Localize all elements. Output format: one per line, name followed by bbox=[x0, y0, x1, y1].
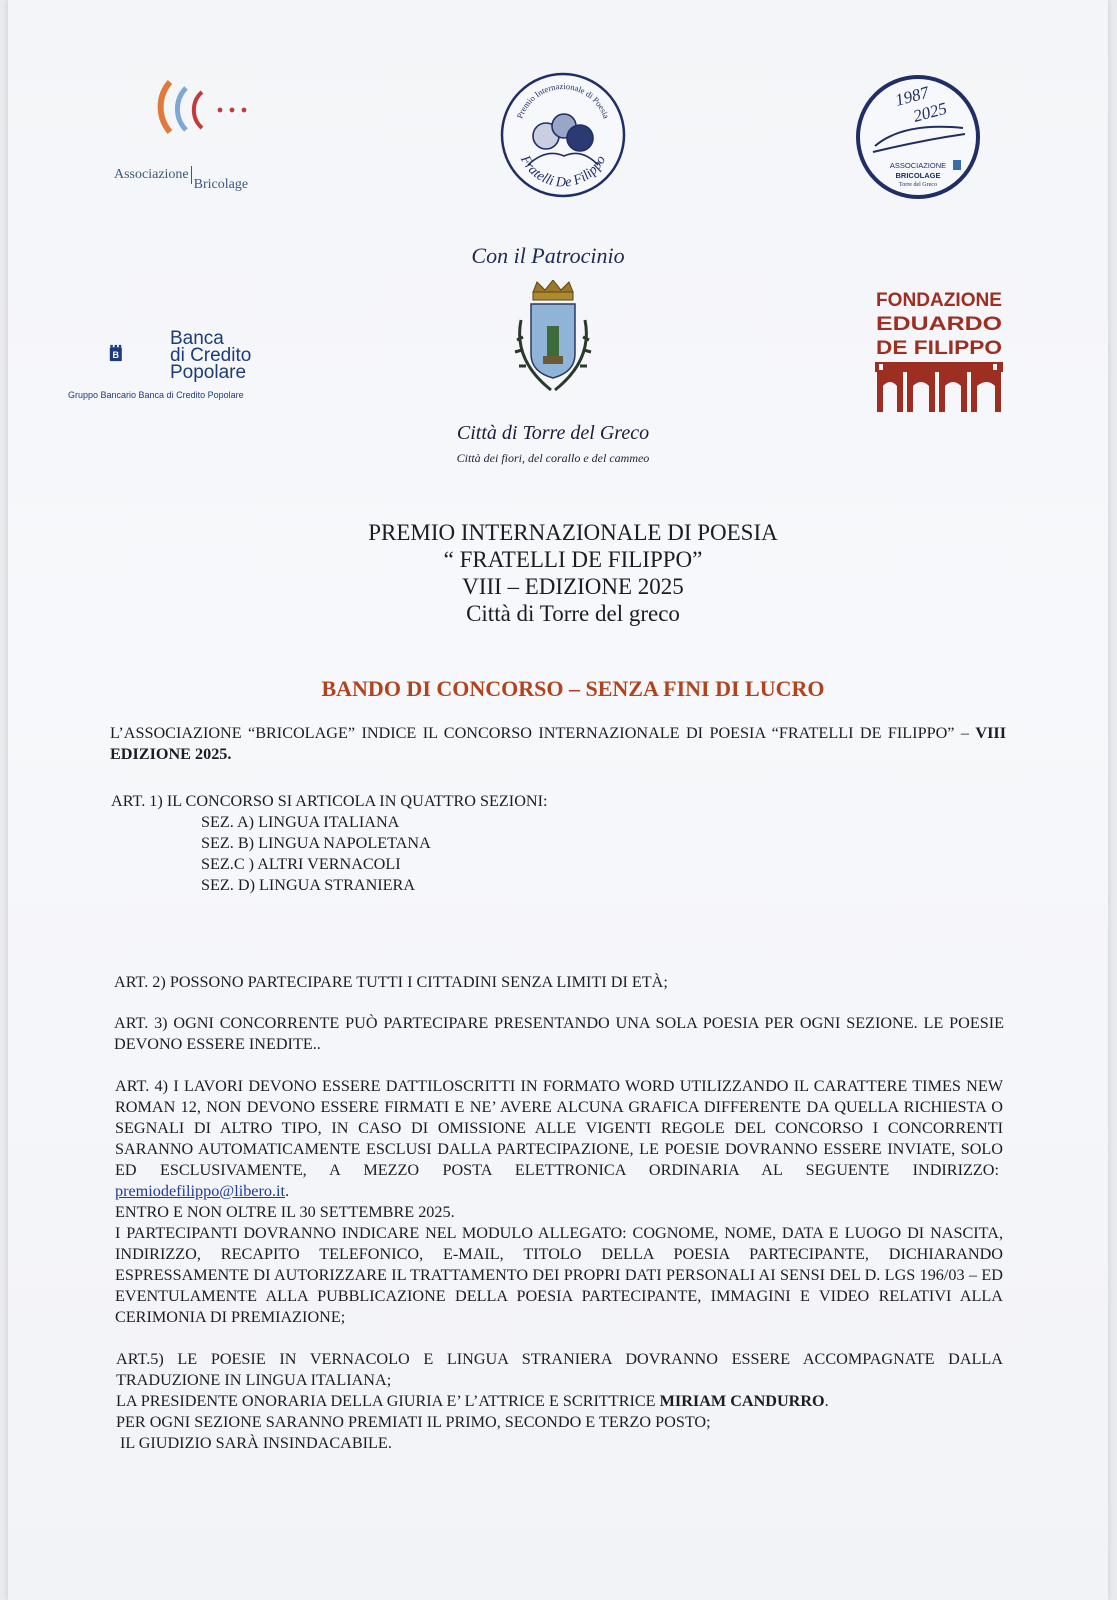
intro-paragraph: L’ASSOCIAZIONE “BRICOLAGE” INDICE IL CONCORSO INTERNAZIONALE DI POESIA “FRATELLI DE FILIPPO” – VIII EDIZIONE 2025. bbox=[110, 724, 1006, 763]
citta-subtitle: Città dei fiori, del corallo e del cammeo bbox=[456, 451, 650, 465]
email-link[interactable]: premiodefilippo@libero.it bbox=[115, 1182, 286, 1200]
premio-fratelli-de-filippo-logo bbox=[498, 70, 628, 200]
section-b: SEZ. B) LINGUA NAPOLETANA bbox=[201, 834, 431, 852]
premio-name: “ FRATELLI DE FILIPPO” bbox=[443, 547, 703, 572]
stemma-torre-del-greco bbox=[503, 280, 603, 410]
art-5-block bbox=[116, 1349, 1003, 1454]
svg-text:EDUARDO: EDUARDO bbox=[876, 314, 1002, 335]
section-a: SEZ. A) LINGUA ITALIANA bbox=[201, 813, 400, 831]
city-label: Città di Torre del greco bbox=[466, 601, 680, 626]
fondazione-eduardo-de-filippo-logo bbox=[873, 284, 1005, 414]
art-1-paragraph: ART. 1) IL CONCORSO SI ARTICOLA IN QUATTRO SEZIONI: bbox=[111, 792, 548, 810]
premio-title: PREMIO INTERNAZIONALE DI POESIA bbox=[368, 520, 778, 545]
art-4-paragraph: ART. 4) I LAVORI DEVONO ESSERE DATTILOSCRITTI IN FORMATO WORD UTILIZZANDO IL CARATTERE TIMES NEW ROMAN 12, NON DEVONO ESSERE FIRMATI E NE’ AVERE ALCUNA GRAFICA DIFFERENTE DA QUELLA RICHIESTA O SEGNALI DI ALTRO TIPO, IN CASO DI OMISSIONE ALLE VIGENTI REGOLE DEL CONCORSO I CONCORRENTI SARANNO AUTOMATICAMENTE ESCLUSI DALLA PARTECIPAZIONE, LE POESIE DOVRANNO ESSERE INVIATE, SOLO ED ESCLUSIVAMENTE, A MEZZO POSTA ELETTRONICA ORDINARIA AL SEGUENTE INDIRIZZO: premiodefilippo@libero.it. bbox=[115, 1077, 1003, 1200]
deadline-line: ENTRO E NON OLTRE IL 30 SETTEMBRE 2025. bbox=[115, 1203, 455, 1221]
judgement-line: IL GIUDIZIO SARÀ INSINDACABILE. bbox=[120, 1434, 392, 1452]
bando-heading: BANDO DI CONCORSO – SENZA FINI DI LUCRO bbox=[321, 676, 825, 701]
section-d: SEZ. D) LINGUA STRANIERA bbox=[201, 876, 416, 894]
svg-text:ASSOCIAZIONE: ASSOCIAZIONE bbox=[889, 161, 947, 170]
section-c: SEZ.C ) ALTRI VERNACOLI bbox=[201, 855, 401, 873]
svg-text:Premio Internazionale di Poesi: Premio Internazionale di Poesia bbox=[514, 80, 612, 120]
associazione-bricolage-label: AssociazioneBricolage bbox=[114, 167, 249, 193]
document-page bbox=[8, 0, 1108, 1600]
participants-paragraph: I PARTECIPANTI DOVRANNO INDICARE NEL MODULO ALLEGATO: COGNOME, NOME, DATA E LUOGO DI NASCITA, INDIRIZZO, RECAPITO TELEFONICO, E-MAIL, TITOLO DELLA POESIA PARTECIPANTE, DICHIARANDO ESPRESSAMENTE DI AUTORIZZARE IL TRATTAMENTO DEI PROPRI DATI PERSONALI AI SENSI DEL D. LGS 196/03 – ED EVENTULAMENTE ALLA PUBBLICAZIONE DELLA POESIA PARTECIPANTE, IMMAGINI E VIDEO RELATIVI ALLA CERIMONIA DI PREMIAZIONE; bbox=[115, 1224, 1003, 1326]
art-3-paragraph: ART. 3) OGNI CONCORRENTE PUÒ PARTECIPARE PRESENTANDO UNA SOLA POESIA PER OGNI SEZIONE. LE POESIE DEVONO ESSERE INEDITE.. bbox=[114, 1014, 1004, 1053]
svg-text:Torre del Greco: Torre del Greco bbox=[899, 182, 937, 188]
associazione-bricolage-anniversary-logo bbox=[853, 72, 983, 202]
citta-title: Città di Torre del Greco bbox=[456, 422, 650, 444]
svg-text:BRICOLAGE: BRICOLAGE bbox=[895, 171, 941, 180]
prizes-line: PER OGNI SEZIONE SARANNO PREMIATI IL PRIMO, SECONDO E TERZO POSTO; bbox=[116, 1413, 711, 1431]
patrocinio-heading: Con il Patrocinio bbox=[471, 243, 625, 268]
banca-gruppo-label: Gruppo Bancario Banca di Credito Popolare bbox=[68, 390, 244, 400]
art-4-block bbox=[115, 1076, 1003, 1328]
art-5-paragraph: ART.5) LE POESIE IN VERNACOLO E LINGUA STRANIERA DOVRANNO ESSERE ACCOMPAGNATE DALLA TRADUZIONE IN LINGUA ITALIANA; bbox=[116, 1350, 1003, 1389]
svg-text:Fratelli De Filippo: Fratelli De Filippo bbox=[516, 153, 610, 191]
svg-text:2025: 2025 bbox=[911, 98, 949, 126]
svg-text:B: B bbox=[112, 350, 120, 361]
premio-title-block bbox=[308, 519, 838, 627]
svg-text:DE FILIPPO: DE FILIPPO bbox=[876, 338, 1002, 359]
edition-label: VIII – EDIZIONE 2025 bbox=[462, 574, 684, 599]
art-2-paragraph: ART. 2) POSSONO PARTECIPARE TUTTI I CITTADINI SENZA LIMITI DI ETÀ; bbox=[114, 973, 668, 991]
banca-credito-popolare-logo bbox=[108, 324, 168, 388]
president-line: LA PRESIDENTE ONORARIA DELLA GIURIA E’ L’ATTRICE E SCRITTRICE MIRIAM CANDURRO. bbox=[116, 1392, 829, 1410]
banca-credito-popolare-name: Banca di Credito Popolare bbox=[170, 328, 252, 383]
svg-text:1987: 1987 bbox=[893, 82, 931, 110]
svg-text:FONDAZIONE: FONDAZIONE bbox=[876, 290, 1002, 311]
